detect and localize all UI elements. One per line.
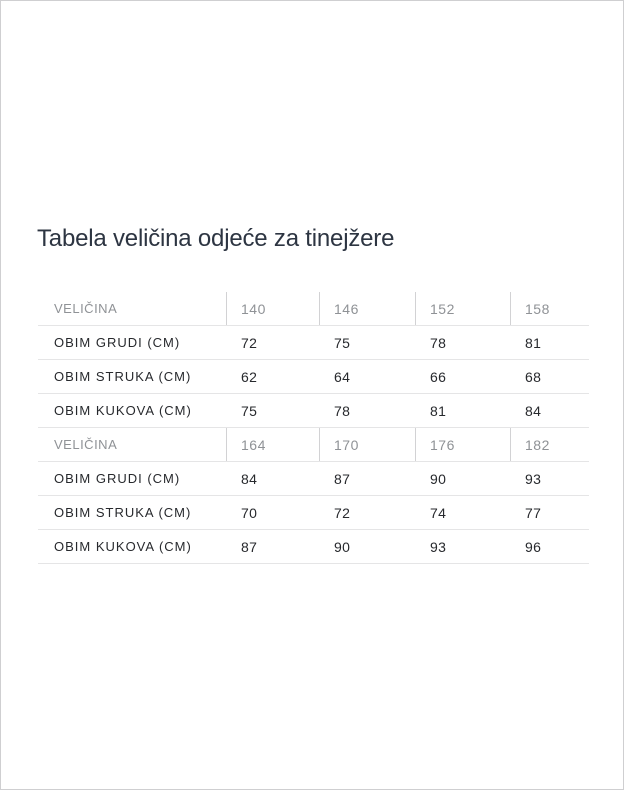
- cell-value: 90: [430, 470, 447, 487]
- table-row-waist-1: [38, 360, 589, 394]
- cell-value: 93: [525, 470, 542, 487]
- cell-value: 74: [430, 504, 447, 521]
- size-value-152: 152: [416, 292, 511, 325]
- cell-value: 84: [241, 470, 258, 487]
- size-value-176: 176: [416, 428, 511, 461]
- row-label: OBIM GRUDI (CM): [54, 471, 181, 486]
- cell-value: 75: [241, 402, 258, 419]
- row-label: OBIM KUKOVA (CM): [54, 403, 192, 418]
- cell-value: 70: [241, 504, 258, 521]
- row-label: OBIM STRUKA (CM): [54, 369, 192, 384]
- size-value-140: 140: [227, 292, 320, 325]
- cell-value: 64: [334, 368, 351, 385]
- cell-value: 72: [334, 504, 351, 521]
- size-header-label: VELIČINA: [38, 292, 227, 325]
- size-header-row-1: [38, 292, 589, 326]
- size-value-158: 158: [525, 300, 550, 317]
- cell-value: 87: [334, 470, 351, 487]
- size-value-170: 170: [320, 428, 416, 461]
- size-header-label: VELIČINA: [38, 428, 227, 461]
- cell-value: 87: [241, 538, 258, 555]
- cell-value: 66: [430, 368, 447, 385]
- cell-value: 96: [525, 538, 542, 555]
- cell-value: 81: [430, 402, 447, 419]
- page-title: Tabela veličina odjeće za tinejžere: [37, 225, 395, 252]
- cell-value: 81: [525, 334, 542, 351]
- cell-value: 72: [241, 334, 258, 351]
- cell-value: 90: [334, 538, 351, 555]
- table-row-hips-2: [38, 530, 589, 564]
- cell-value: 68: [525, 368, 542, 385]
- size-value-164: 164: [227, 428, 320, 461]
- cell-value: 93: [430, 538, 447, 555]
- size-value-182: 182: [525, 436, 550, 453]
- row-label: OBIM KUKOVA (CM): [54, 539, 192, 554]
- cell-value: 77: [525, 504, 542, 521]
- size-value-146: 146: [320, 292, 416, 325]
- table-row-chest-1: [38, 326, 589, 360]
- size-table: [38, 292, 589, 564]
- table-row-waist-2: [38, 496, 589, 530]
- row-label: OBIM GRUDI (CM): [54, 335, 181, 350]
- cell-value: 75: [334, 334, 351, 351]
- table-row-chest-2: [38, 462, 589, 496]
- size-header-row-2: [38, 428, 589, 462]
- cell-value: 62: [241, 368, 258, 385]
- table-row-hips-1: [38, 394, 589, 428]
- cell-value: 78: [430, 334, 447, 351]
- cell-value: 84: [525, 402, 542, 419]
- cell-value: 78: [334, 402, 351, 419]
- row-label: OBIM STRUKA (CM): [54, 505, 192, 520]
